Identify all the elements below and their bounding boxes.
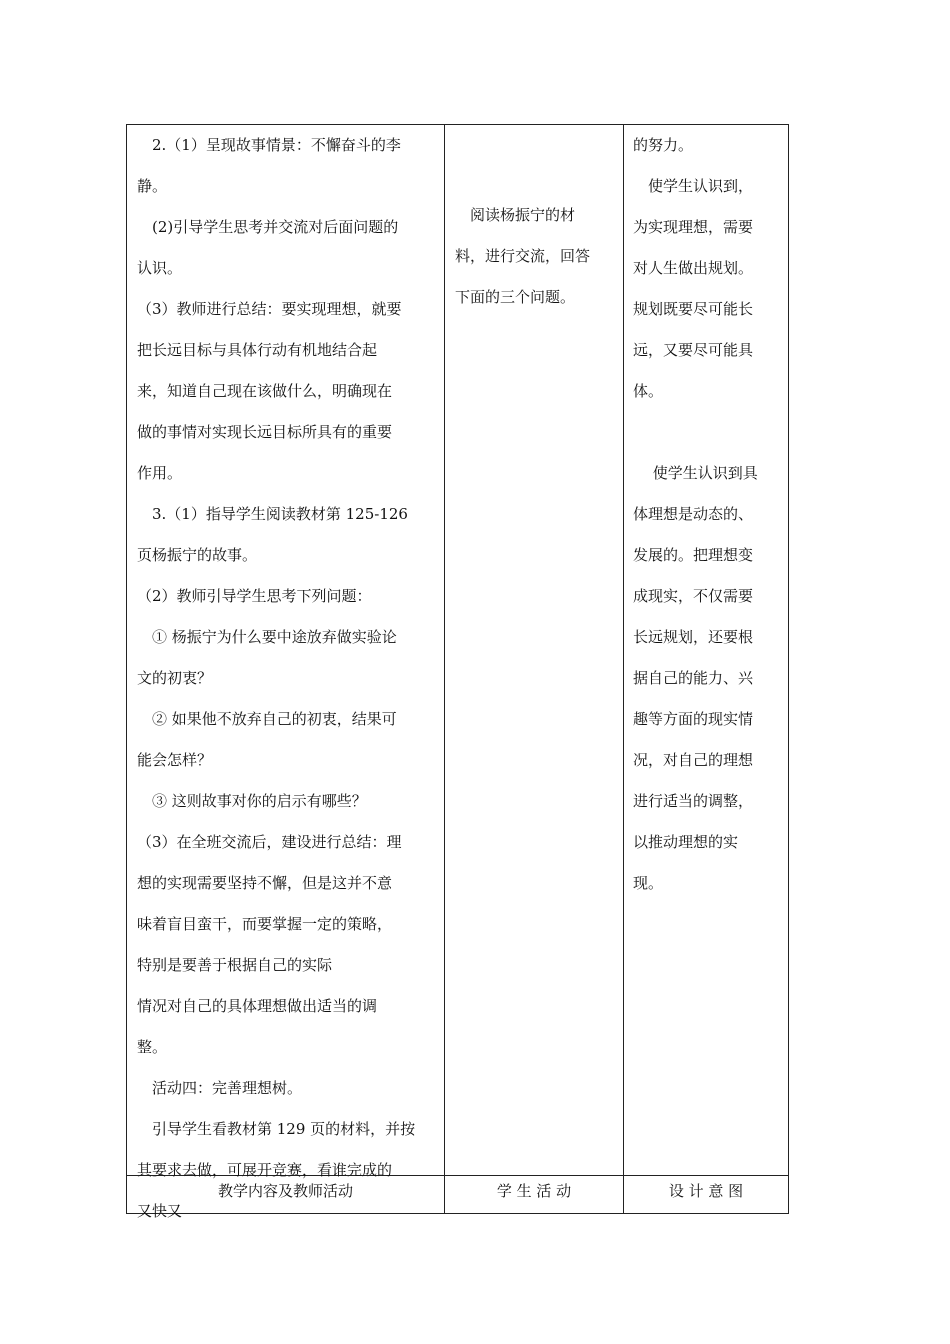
text-line: 趣等方面的现实情: [633, 710, 754, 728]
text-line: 下面的三个问题。: [455, 288, 576, 306]
text-line: 现。: [633, 874, 664, 892]
text-line: （3）教师进行总结：要实现理想，就要: [137, 300, 402, 318]
lesson-table: [126, 124, 789, 1220]
text-line: 情况对自己的具体理想做出适当的调: [137, 997, 378, 1015]
text-line: 2.（1）呈现故事情景：不懈奋斗的李: [137, 136, 401, 154]
text-line: （3）在全班交流后，建设进行总结：理: [137, 833, 402, 851]
design-intent-column: [633, 125, 783, 904]
footer-teacher-header: 教学内容及教师活动: [217, 1182, 353, 1200]
text-line: 页杨振宁的故事。: [137, 546, 258, 564]
text-line: 味着盲目蛮干，而要掌握一定的策略，: [137, 915, 393, 933]
text-line: 阅读杨振宁的材: [455, 206, 576, 224]
text-line: 把长远目标与具体行动有机地结合起: [137, 341, 378, 359]
text-line: 长远规划，还要根: [633, 628, 754, 646]
text-line: 据自己的能力、兴: [633, 669, 754, 687]
text-line: 想的实现需要坚持不懈，但是这并不意: [137, 874, 393, 892]
text-line: 认识。: [137, 259, 183, 277]
teacher-activity-column: [137, 125, 437, 1232]
text-line: 来，知道自己现在该做什么，明确现在: [137, 382, 393, 400]
text-line: 活动四：完善理想树。: [137, 1079, 303, 1097]
text-line: 引导学生看教材第 129 页的材料，并按: [137, 1120, 416, 1138]
footer-student-header: 学 生 活 动: [496, 1182, 572, 1200]
text-line: 文的初衷？: [137, 669, 213, 687]
text-line: （2）教师引导学生思考下列问题：: [137, 587, 372, 605]
text-line: 以推动理想的实: [633, 833, 739, 851]
column-divider: [444, 125, 445, 1213]
text-line: 成现实，不仅需要: [633, 587, 754, 605]
text-line: ② 如果他不放弃自己的初衷，结果可: [137, 710, 397, 728]
text-line: 发展的。把理想变: [633, 546, 754, 564]
footer-design-header: 设 计 意 图: [668, 1182, 744, 1200]
column-divider: [623, 125, 624, 1213]
text-line: 的努力。: [633, 136, 694, 154]
text-line: 静。: [137, 177, 168, 195]
text-line: 体理想是动态的、: [633, 505, 754, 523]
text-line: ① 杨振宁为什么要中途放弃做实验论: [137, 628, 397, 646]
text-line: 对人生做出规划。: [633, 259, 754, 277]
text-line: 远，又要尽可能具: [633, 341, 754, 359]
text-line: 做的事情对实现长远目标所具有的重要: [137, 423, 393, 441]
text-line: ③ 这则故事对你的启示有哪些？: [137, 792, 367, 810]
text-line: 作用。: [137, 464, 183, 482]
text-line: 又快又: [137, 1202, 183, 1220]
text-line: 况，对自己的理想: [633, 751, 754, 769]
student-activity-column: [455, 195, 621, 318]
text-line: 使学生认识到具: [633, 464, 758, 482]
text-line: 进行适当的调整，: [633, 792, 754, 810]
text-line: (2)引导学生思考并交流对后面问题的: [137, 218, 399, 236]
text-line: 体。: [633, 382, 664, 400]
text-line: 3.（1）指导学生阅读教材第 125-126: [137, 505, 408, 523]
text-line: 其要求去做，可展开竞赛，看谁完成的: [137, 1161, 393, 1179]
text-line: 规划既要尽可能长: [633, 300, 754, 318]
text-line: 特别是要善于根据自己的实际: [137, 956, 333, 974]
text-line: 为实现理想，需要: [633, 218, 754, 236]
text-line: 能会怎样？: [137, 751, 213, 769]
text-line: 整。: [137, 1038, 168, 1056]
text-line: 使学生认识到，: [633, 177, 754, 195]
text-line: 料，进行交流，回答: [455, 247, 591, 265]
